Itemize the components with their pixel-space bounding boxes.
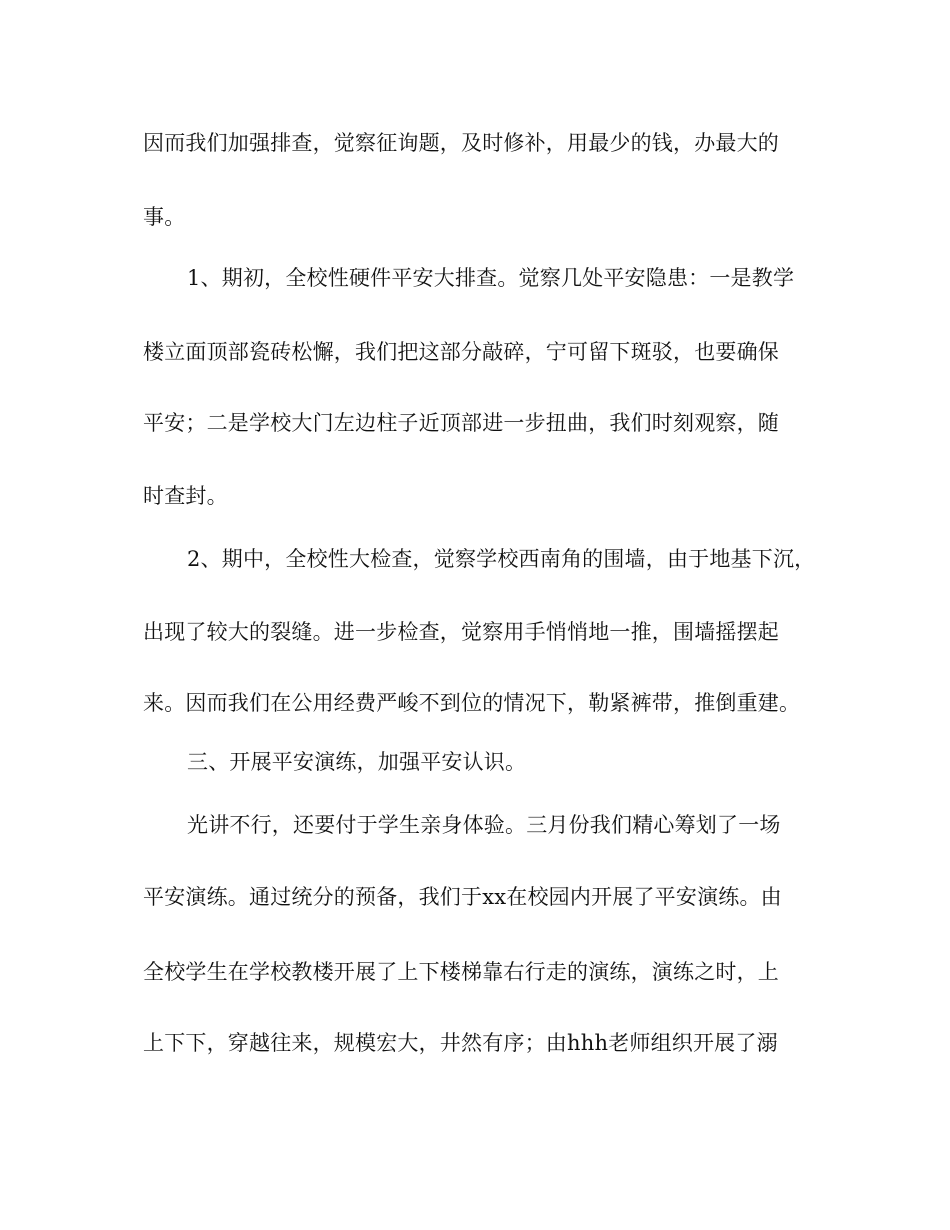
paragraph-line: 1、期初，全校性硬件平安大排查。觉察几处平安隐患：一是教学 xyxy=(187,266,795,290)
section-heading: 三、开展平安演练，加强平安认识。 xyxy=(187,750,527,774)
paragraph-line: 全校学生在学校教楼开展了上下楼梯靠右行走的演练，演练之时，上 xyxy=(143,960,779,984)
paragraph-line: 平安；二是学校大门左边柱子近顶部进一步扭曲，我们时刻观察，随 xyxy=(143,411,779,435)
paragraph-line: 2、期中，全校性大检查，觉察学校西南角的围墙，由于地基下沉， xyxy=(187,547,816,571)
paragraph-line: 时查封。 xyxy=(143,484,228,508)
paragraph-line: 平安演练。通过统分的预备，我们于xx在校园内开展了平安演练。由 xyxy=(143,885,782,909)
paragraph-line: 事。 xyxy=(143,205,186,229)
paragraph-line: 楼立面顶部瓷砖松懈，我们把这部分敲碎，宁可留下斑驳，也要确保 xyxy=(143,340,779,364)
paragraph-line: 光讲不行，还要付于学生亲身体验。三月份我们精心筹划了一场 xyxy=(187,813,781,837)
paragraph-line: 出现了较大的裂缝。进一步检查，觉察用手悄悄地一推，围墙摇摆起 xyxy=(143,620,779,644)
paragraph-line: 来。因而我们在公用经费严峻不到位的情况下，勒紧裤带，推倒重建。 xyxy=(143,691,801,715)
paragraph-line: 上下下，穿越往来，规模宏大，井然有序；由hhh老师组织开展了溺 xyxy=(143,1031,778,1055)
paragraph-line: 因而我们加强排查，觉察征询题，及时修补，用最少的钱，办最大的 xyxy=(143,131,779,155)
